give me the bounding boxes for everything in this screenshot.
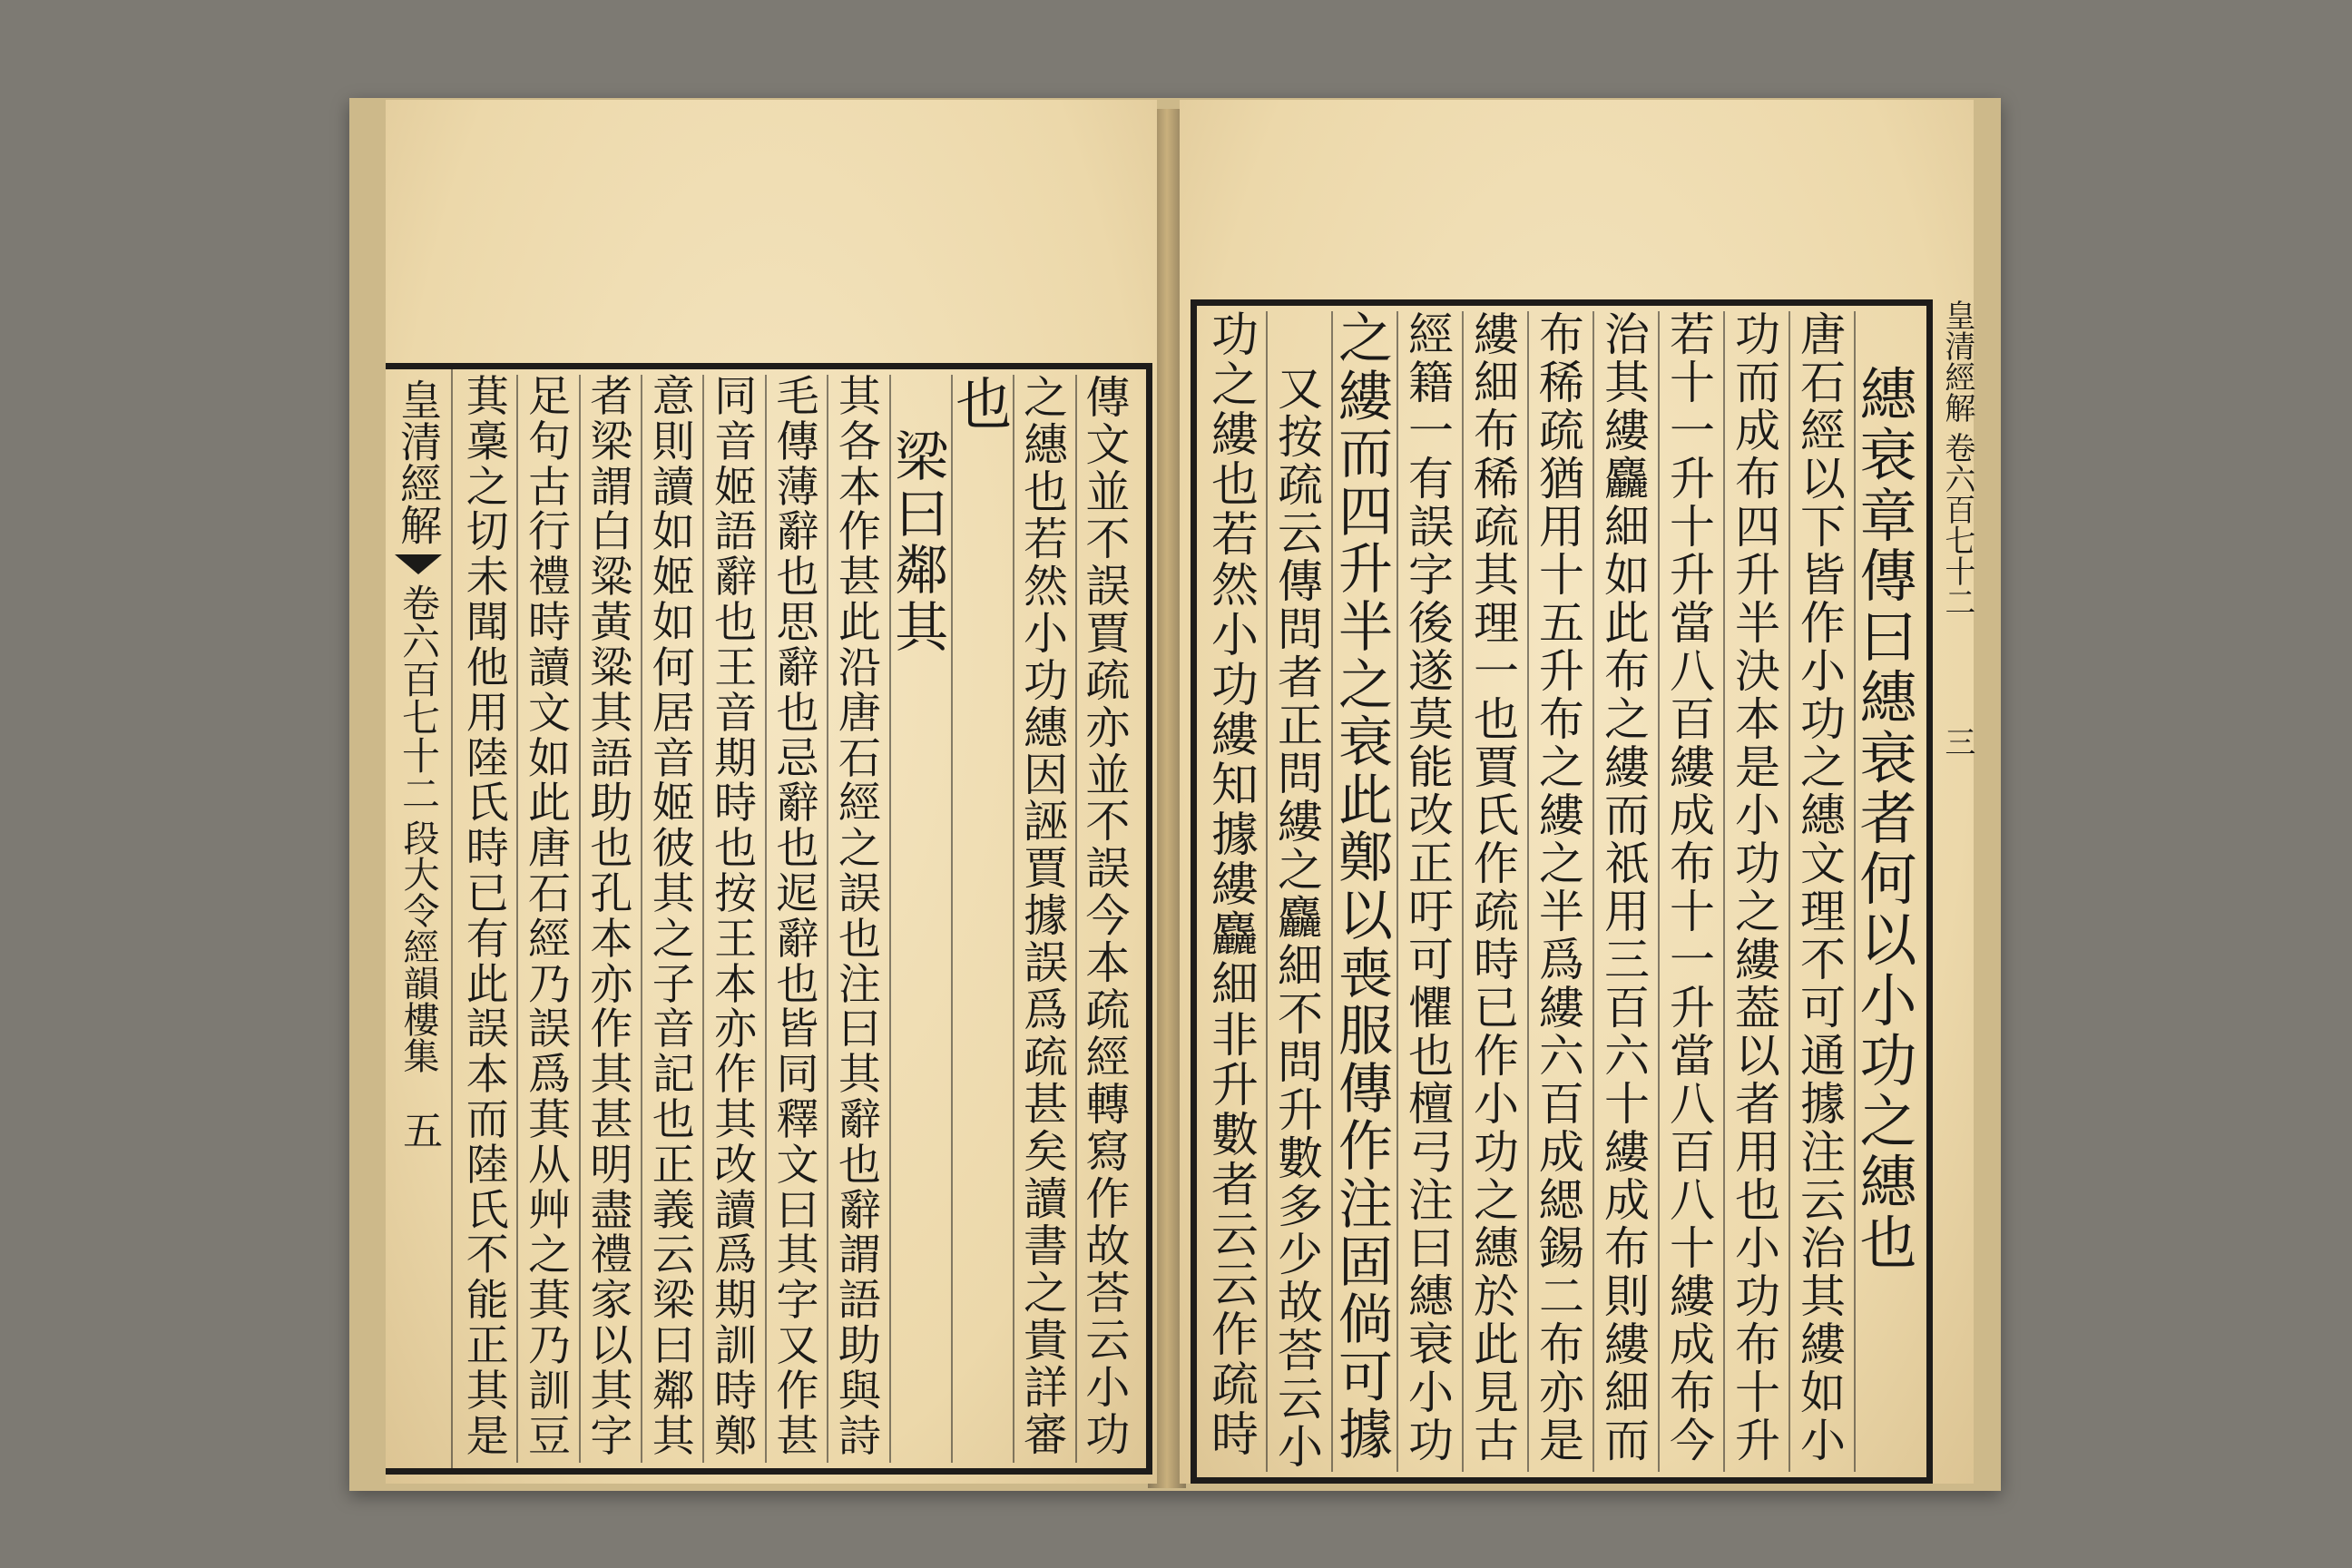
left_page-text-column: 者 梁 謂 白 粱 黃 粱 其 語 助 也 孔 本 亦 作 其 甚 明 盡 禮 家 以 其 字 <box>590 372 633 1462</box>
right-margin-column <box>1940 299 1973 757</box>
column-rule <box>702 375 704 1463</box>
column-rule <box>1075 375 1077 1463</box>
column-rule <box>1658 311 1660 1472</box>
column-rule <box>951 375 953 1463</box>
right_page-text-column: 功 之 縷 也 若 然 小 功 縷 知 據 縷 麤 細 非 升 數 者 云 云 作 疏 時 <box>1210 309 1259 1464</box>
right_page-text-column: 布 稀 疏 猶 用 十 五 升 布 之 縷 之 半 爲 縷 六 百 成 緦 錫 二 布 亦 是 <box>1539 309 1584 1467</box>
left_page-text-column: 同 音 姬 語 辭 也 王 音 期 時 也 按 王 本 亦 作 其 改 讀 爲 期 訓 時 鄭 <box>714 372 758 1462</box>
left_page-text-column: 毛 傳 薄 辭 也 思 辭 也 忌 辭 也 迡 辭 也 皆 同 釋 文 曰 其 字 又 作 甚 <box>776 372 819 1462</box>
column-rule <box>1592 311 1594 1472</box>
column-rule <box>1013 375 1014 1463</box>
left-margin-column <box>391 378 446 1150</box>
column-rule <box>1854 311 1856 1472</box>
right_page-text-column: 繐 衰 章 傳 曰 繐 衰 者 何 以 小 功 之 繐 也 <box>1859 362 1917 1277</box>
column-rule <box>1788 311 1790 1472</box>
left-text-columns <box>456 371 1139 1463</box>
left_page-text-column: 其 各 本 作 甚 此 沿 唐 石 經 之 誤 也 注 曰 其 辭 也 辭 謂 語 助 與 詩 <box>838 372 881 1462</box>
right-text-columns <box>1202 308 1921 1474</box>
left_page-text-column: 足 句 古 行 禮 時 讀 文 如 此 唐 石 經 乃 誤 爲 萁 从 艸 之 萁 乃 訓 豆 <box>528 372 572 1462</box>
right_page-text-column: 若 十 一 升 十 升 當 八 百 縷 成 布 十 一 升 當 八 百 八 十 縷 成 布 今 <box>1670 309 1715 1467</box>
right_page-text-column: 之 縷 而 四 升 半 之 衰 此 鄭 以 喪 服 傳 作 注 固 倘 可 據 <box>1338 308 1393 1468</box>
left_page-text-column: 意 則 讀 如 姬 如 何 居 音 姬 彼 其 之 子 音 記 也 正 義 云 梁 曰 鄰 其 <box>652 372 695 1462</box>
left-margin-title: 皇清經解 <box>394 378 444 545</box>
left_page-text-column: 傳 文 並 不 誤 賈 疏 亦 並 不 誤 今 本 疏 經 轉 寫 作 故 荅 云 小 功 <box>1085 372 1131 1461</box>
right-page <box>1180 100 1974 1484</box>
column-rule <box>1331 311 1333 1472</box>
left-margin-folio: 五 <box>396 1110 443 1150</box>
right-text-frame <box>1191 299 1933 1484</box>
right_page-text-column: 經 籍 一 有 誤 字 後 遂 莫 能 改 正 吁 可 懼 也 檀 弓 注 曰 繐 衰 小 功 <box>1408 309 1454 1467</box>
right_page-text-column: 唐 石 經 以 下 皆 作 小 功 之 繐 文 理 不 可 通 據 注 云 治 其 縷 如 小 <box>1800 309 1846 1467</box>
right_page-text-column: 治 其 縷 麤 細 如 此 布 之 縷 而 祇 用 三 百 六 十 縷 成 布 則 縷 細 而 <box>1604 309 1650 1467</box>
right-margin-title: 皇清經解 <box>1938 299 1975 423</box>
left_page-text-column: 萁 稾 之 切 未 聞 他 用 陸 氏 時 已 有 此 誤 本 而 陸 氏 不 能 正 其 是 <box>466 372 509 1462</box>
right-margin-juan: 卷六百七十二 <box>1938 432 1975 617</box>
column-rule <box>889 375 891 1463</box>
column-rule <box>765 375 767 1463</box>
left-margin-section: 段大令經韻樓集 <box>397 819 439 1073</box>
right-margin-folio: 三 <box>1938 726 1975 757</box>
column-rule <box>1462 311 1464 1472</box>
column-rule <box>579 375 581 1463</box>
fish-tail-mark <box>395 554 442 574</box>
left-page <box>386 100 1157 1484</box>
left-margin-juan: 卷六百七十二 <box>397 583 442 812</box>
column-rule <box>1723 311 1725 1472</box>
margin-rule <box>451 369 453 1468</box>
right_page-text-column: 功 而 成 布 四 升 半 決 本 是 小 功 之 縷 葢 以 者 用 也 小 功 布 十 升 <box>1735 309 1780 1467</box>
left_page-text-column: 也 <box>956 371 1013 437</box>
column-rule <box>1266 311 1268 1472</box>
column-rule <box>516 375 518 1463</box>
left_page-text-column: 之 繐 也 若 然 小 功 繐 因 誣 賈 據 誤 爲 疏 甚 矣 讀 書 之 貴 詳 審 <box>1023 372 1068 1461</box>
right_page-text-column: 縷 細 布 稀 疏 其 理 一 也 賈 氏 作 疏 時 已 作 小 功 之 繐 於 此 見 古 <box>1474 309 1519 1467</box>
column-rule <box>1527 311 1529 1472</box>
column-rule <box>641 375 642 1463</box>
right_page-text-column: 又 按 疏 云 傳 問 者 正 問 縷 之 麤 細 不 問 升 數 多 少 故 荅 云 小 <box>1278 363 1323 1474</box>
left-text-frame <box>386 363 1152 1475</box>
left_page-text-column: 梁 曰 鄰 其 <box>895 426 949 659</box>
column-rule <box>1396 311 1398 1472</box>
column-rule <box>827 375 828 1463</box>
